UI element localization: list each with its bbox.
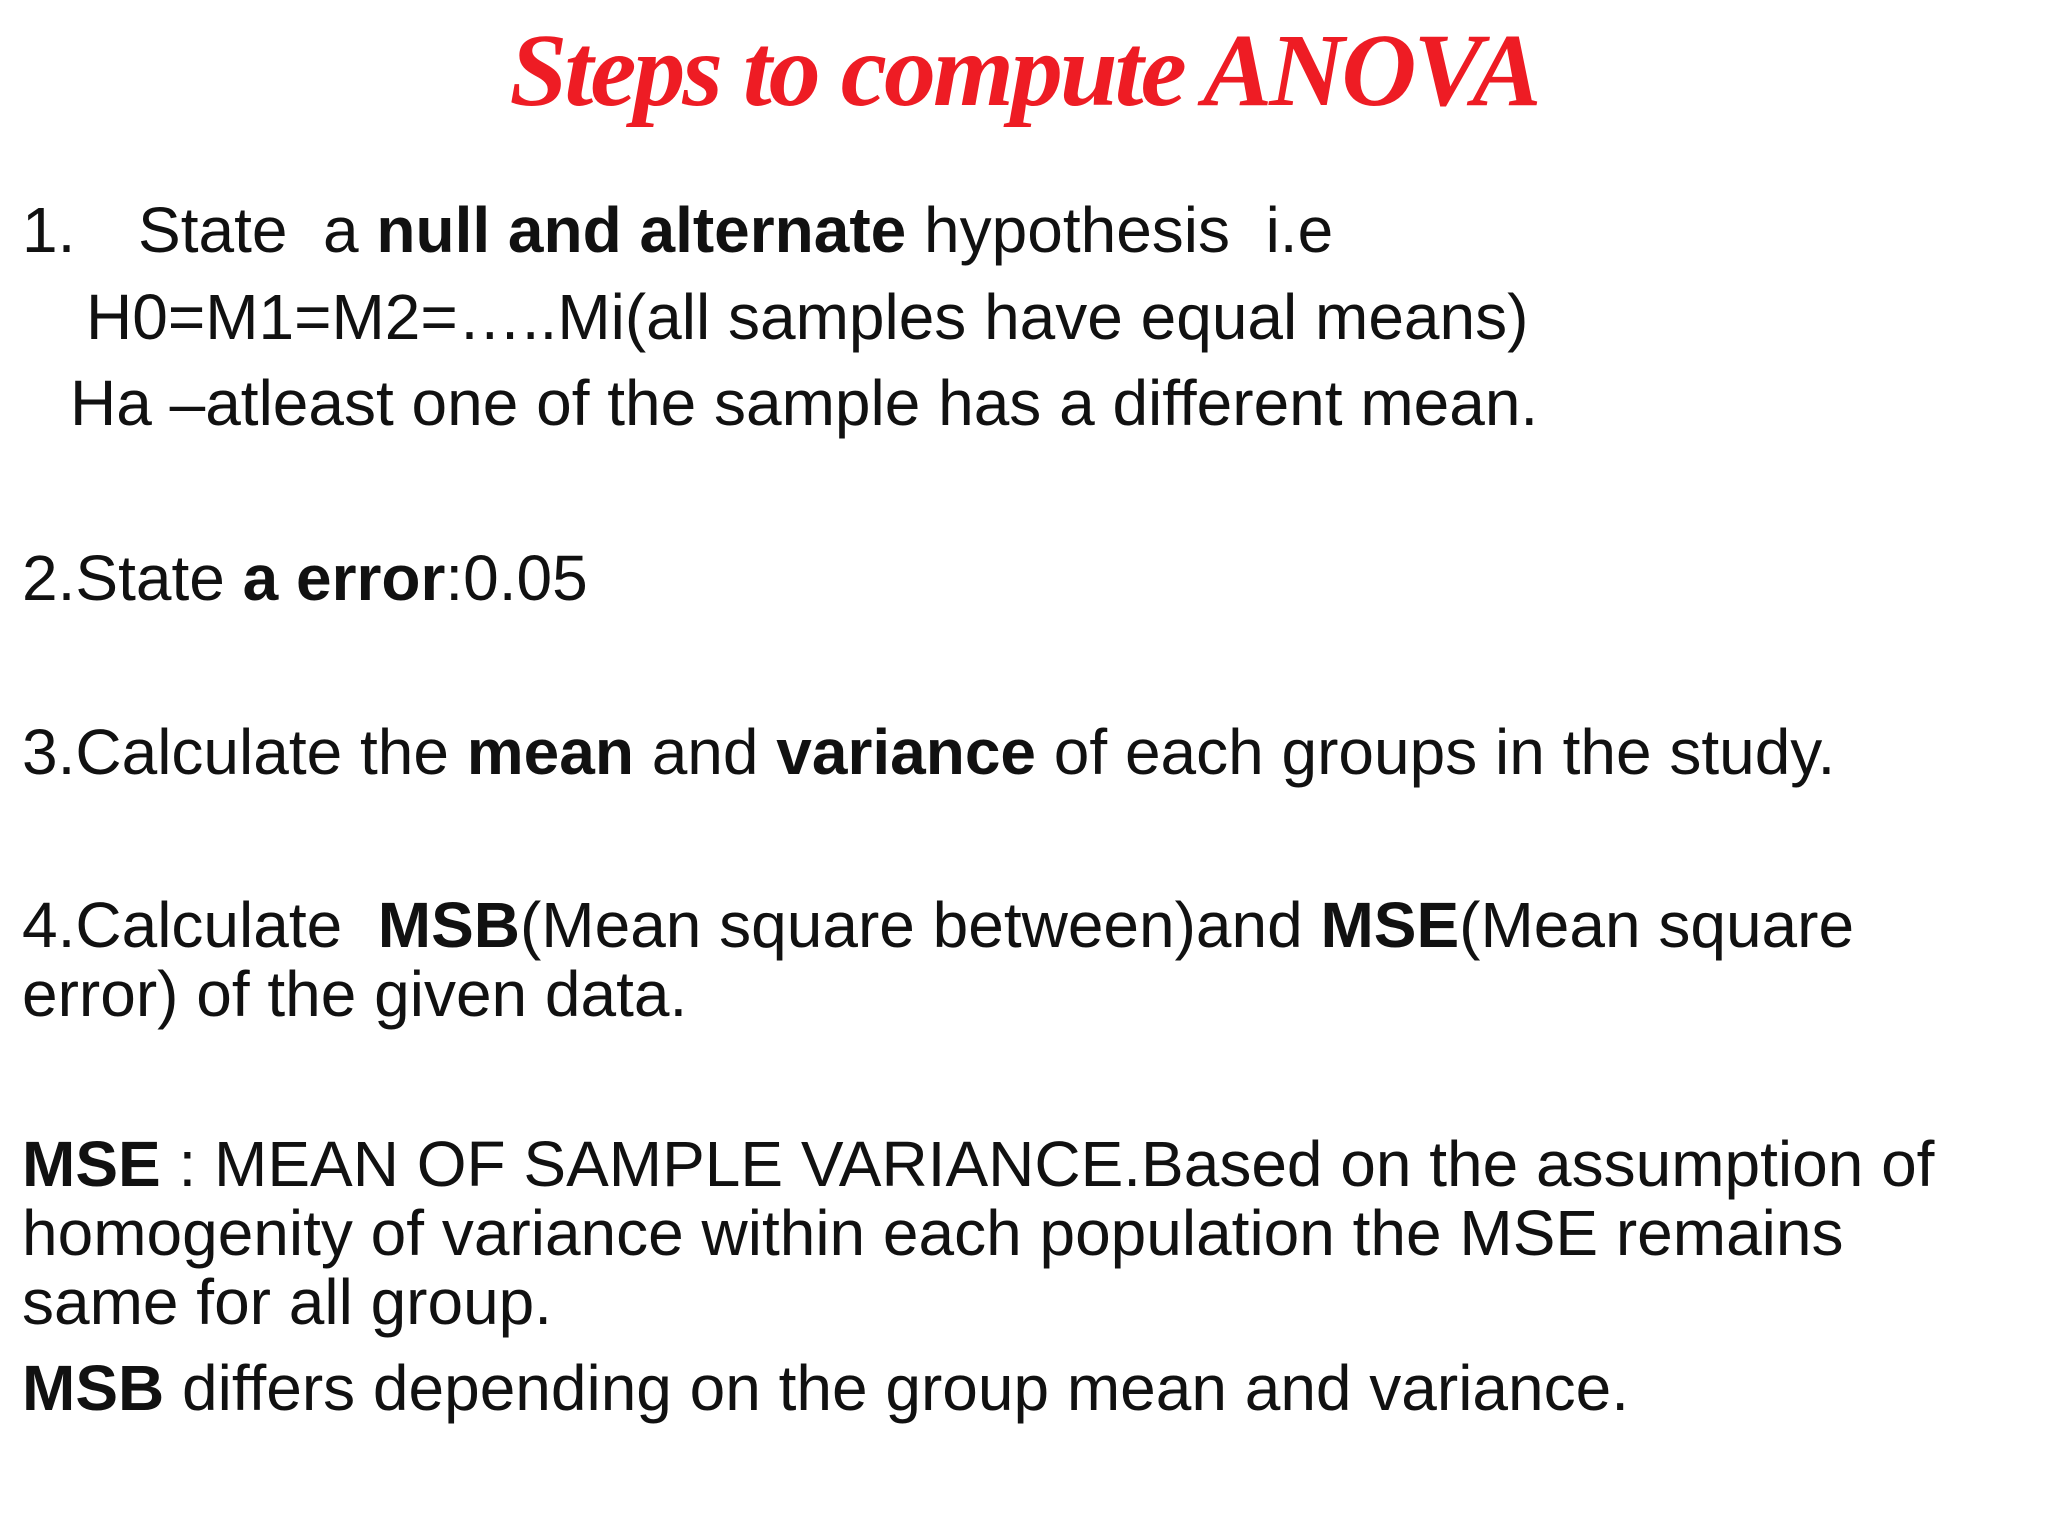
mse-note-line2: homogenity of variance within each population the MSE remains	[22, 1197, 1844, 1269]
slide-title: Steps to compute ANOVA	[509, 13, 1539, 128]
step4-bold-msb: MSB	[377, 889, 520, 961]
step1-ha: Ha –atleast one of the sample has a different mean.	[70, 367, 1539, 439]
step1-suffix: hypothesis i.e	[906, 194, 1334, 266]
step2-suffix: :0.05	[445, 542, 588, 614]
step4-prefix: 4.Calculate	[22, 889, 378, 961]
step1-h0: H0=M1=M2=…..Mi(all samples have equal means)	[86, 281, 1529, 353]
step1-number: 1.	[22, 194, 76, 266]
mse-note-line1	[22, 1130, 1934, 1198]
step4-line2: error) of the given data.	[22, 958, 688, 1030]
step4-middle: (Mean square between)and	[519, 889, 1321, 961]
step3-bold-variance: variance	[776, 716, 1036, 788]
step2-bold: a error	[242, 542, 446, 614]
step4-line	[22, 891, 1854, 959]
mse-note-text1: : MEAN OF SAMPLE VARIANCE.Based on the assumption of	[160, 1128, 1935, 1200]
msb-note-text: differs depending on the group mean and variance.	[164, 1352, 1629, 1424]
step4-suffix: (Mean square	[1459, 889, 1855, 961]
step1-line	[138, 196, 1333, 264]
step3-line	[22, 718, 1835, 786]
step2-line	[22, 544, 588, 612]
step3-bold-mean: mean	[466, 716, 634, 788]
step2-prefix: 2.State	[22, 542, 243, 614]
step4-bold-mse: MSE	[1320, 889, 1460, 961]
msb-note-line	[22, 1354, 1629, 1422]
step3-suffix: of each groups in the study.	[1036, 716, 1836, 788]
step3-middle: and	[633, 716, 777, 788]
step3-prefix: 3.Calculate the	[22, 716, 467, 788]
step1-prefix: State a	[138, 194, 377, 266]
mse-note-line3: same for all group.	[22, 1266, 553, 1338]
step1-bold: null and alternate	[376, 194, 907, 266]
mse-note-bold: MSE	[22, 1128, 161, 1200]
msb-note-bold: MSB	[22, 1352, 165, 1424]
